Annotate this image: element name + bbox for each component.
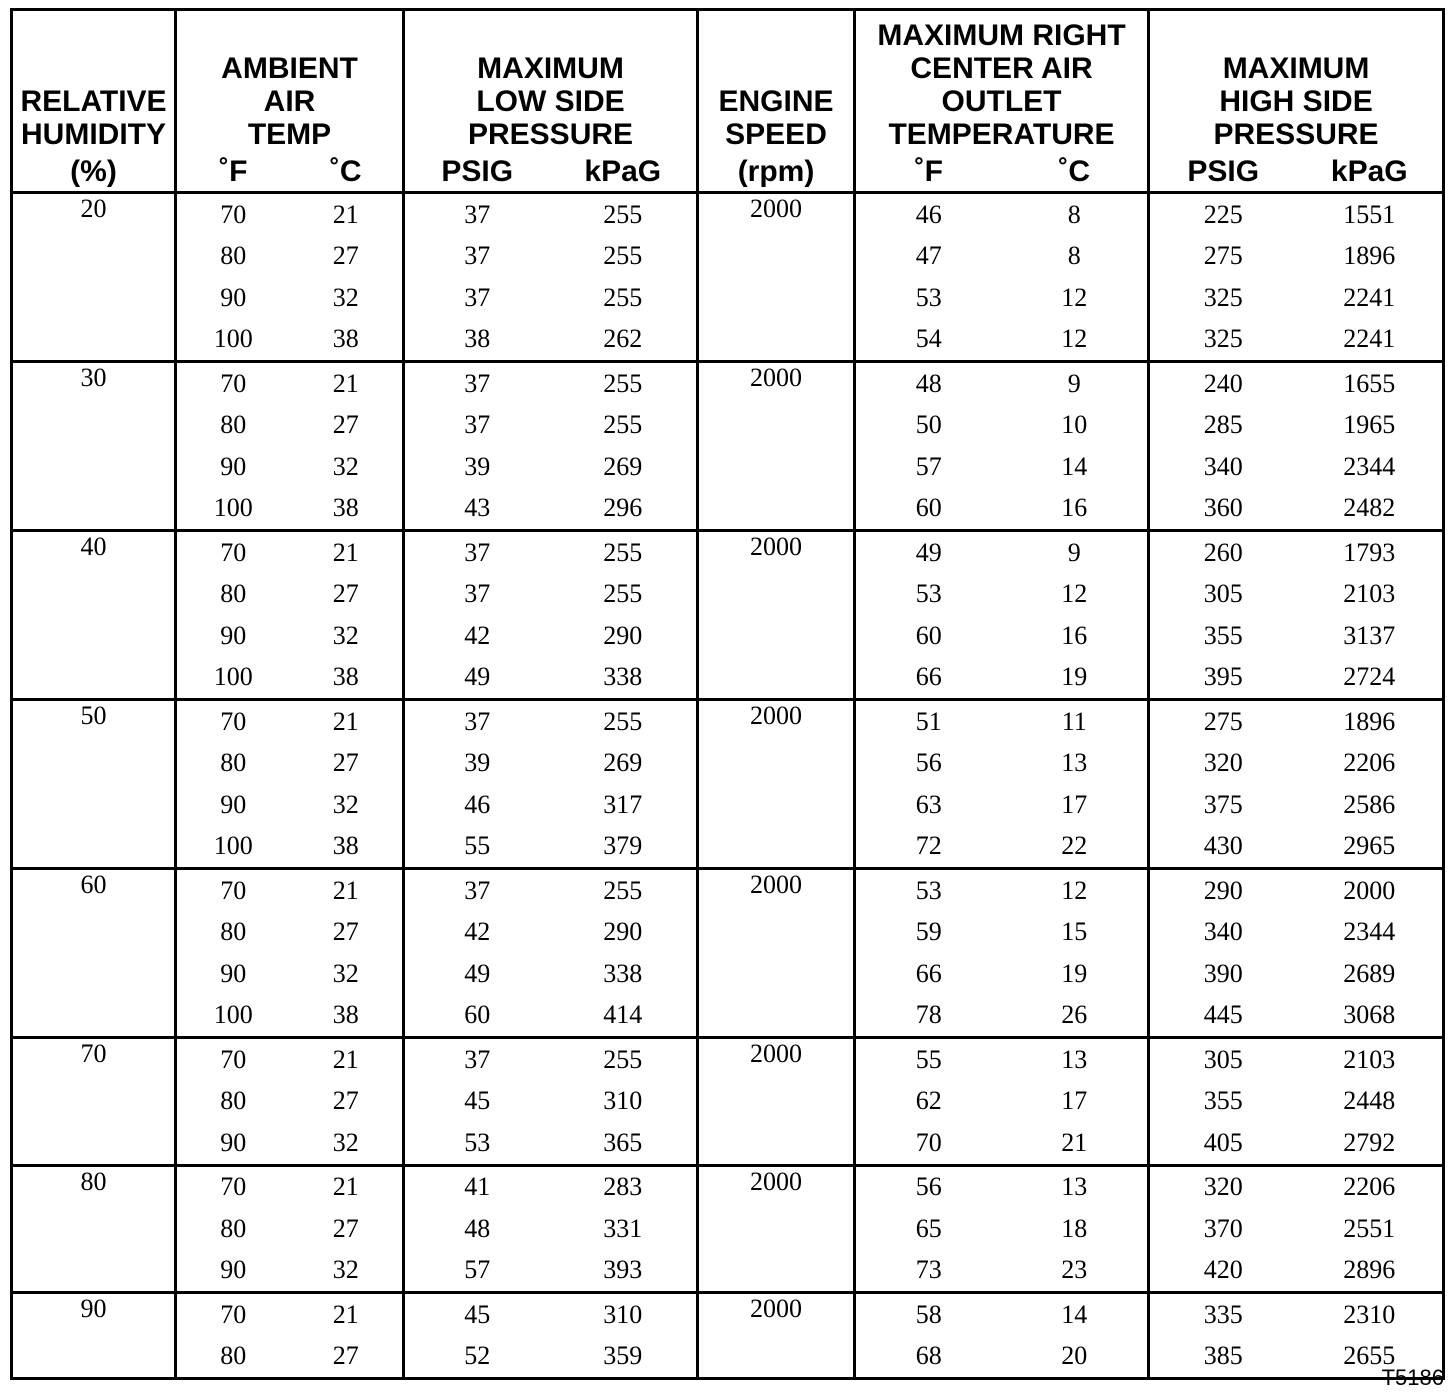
ambient-c-cell: 32 xyxy=(332,282,359,312)
low-kpag-cell: 290 xyxy=(603,620,643,650)
low-side-pressure-header: MAXIMUM LOW SIDE PRESSURE xyxy=(404,10,698,152)
high-kpag-cell: 2103 xyxy=(1343,579,1396,609)
outlet-c-cell: 12 xyxy=(1061,324,1088,354)
high-psig-cell: 420 xyxy=(1149,1250,1297,1293)
relative-humidity-cell: 70 xyxy=(80,1039,107,1068)
outlet-f-cell: 47 xyxy=(855,236,1002,278)
low-psig-cell: 52 xyxy=(404,1336,550,1379)
ambient-f-cell: 90 xyxy=(176,1122,290,1165)
low-kpag-cell: 255 xyxy=(603,706,643,736)
outlet-c-cell: 17 xyxy=(1061,1086,1088,1116)
ambient-c-cell: 38 xyxy=(332,493,359,523)
high-kpag-cell: 1551 xyxy=(1343,199,1396,229)
humidity-group xyxy=(12,362,1444,531)
humidity-group xyxy=(12,1293,1444,1379)
outlet-f-cell: 59 xyxy=(855,912,1002,954)
high-psig-cell: 320 xyxy=(1149,743,1297,785)
table-row xyxy=(12,193,1444,236)
ambient-c-cell: 32 xyxy=(332,789,359,819)
high-kpag-cell: 3137 xyxy=(1343,620,1396,650)
low-kpag-cell: 255 xyxy=(603,1044,643,1074)
ambient-f-cell: 80 xyxy=(176,912,290,954)
ambient-c-cell: 21 xyxy=(332,1299,359,1329)
low-kpag-cell: 379 xyxy=(603,831,643,861)
ambient-f-cell: 90 xyxy=(176,953,290,995)
low-kpag-cell: 317 xyxy=(603,789,643,819)
high-psig-cell: 355 xyxy=(1149,615,1297,657)
high-psig-cell: 390 xyxy=(1149,953,1297,995)
relative-humidity-cell: 80 xyxy=(80,1166,107,1196)
outlet-f-cell: 70 xyxy=(855,1122,1002,1165)
outlet-c-cell: 12 xyxy=(1061,579,1088,609)
high-psig-cell: 275 xyxy=(1149,700,1297,743)
low-psig-cell: 49 xyxy=(404,953,550,995)
outlet-f-cell: 55 xyxy=(855,1038,1002,1081)
ambient-f-cell: 70 xyxy=(176,700,290,743)
outlet-c-cell: 14 xyxy=(1061,1299,1088,1329)
unit-high-kpag: kPaG xyxy=(1330,154,1408,188)
high-kpag-cell: 2310 xyxy=(1343,1299,1396,1329)
outlet-c-cell: 15 xyxy=(1061,917,1088,947)
low-psig-cell: 45 xyxy=(404,1293,550,1336)
high-kpag-cell: 2241 xyxy=(1343,324,1396,354)
low-psig-cell: 39 xyxy=(404,446,550,488)
high-psig-cell: 320 xyxy=(1149,1165,1297,1208)
outlet-c-cell: 26 xyxy=(1061,1000,1088,1030)
ambient-c-cell: 27 xyxy=(332,241,359,271)
humidity-group xyxy=(12,700,1444,869)
engine-speed-cell: 2000 xyxy=(698,531,855,700)
ambient-c-cell: 21 xyxy=(332,706,359,736)
ambient-f-cell: 80 xyxy=(176,236,290,278)
high-psig-cell: 395 xyxy=(1149,657,1297,700)
ambient-c-cell: 38 xyxy=(332,662,359,692)
outlet-c-cell: 13 xyxy=(1061,748,1088,778)
outlet-temperature-header: MAXIMUM RIGHT CENTER AIR OUTLET TEMPERATURE xyxy=(855,10,1149,152)
low-psig-cell: 41 xyxy=(404,1165,550,1208)
low-kpag-cell: 359 xyxy=(603,1341,643,1371)
high-psig-cell: 385 xyxy=(1149,1336,1297,1379)
relative-humidity-header: RELATIVE HUMIDITY xyxy=(20,85,167,151)
high-kpag-cell: 2206 xyxy=(1343,748,1396,778)
ambient-f-cell: 100 xyxy=(176,657,290,700)
low-kpag-cell: 283 xyxy=(603,1172,643,1202)
low-psig-cell: 38 xyxy=(404,319,550,362)
figure-id: T5186 xyxy=(1381,1365,1444,1390)
low-kpag-cell: 414 xyxy=(603,1000,643,1030)
outlet-f-cell: 53 xyxy=(855,869,1002,912)
low-psig-cell: 57 xyxy=(404,1250,550,1293)
ambient-c-cell: 27 xyxy=(332,748,359,778)
low-psig-cell: 48 xyxy=(404,1208,550,1250)
ambient-f-cell: 70 xyxy=(176,1038,290,1081)
outlet-f-cell: 54 xyxy=(855,319,1002,362)
ambient-c-cell: 38 xyxy=(332,1000,359,1030)
humidity-group xyxy=(12,1038,1444,1166)
ambient-c-cell: 21 xyxy=(332,199,359,229)
high-kpag-cell: 2206 xyxy=(1343,1172,1396,1202)
outlet-f-cell: 63 xyxy=(855,784,1002,826)
outlet-c-cell: 23 xyxy=(1061,1255,1088,1285)
high-kpag-cell: 2792 xyxy=(1343,1127,1396,1157)
high-psig-cell: 340 xyxy=(1149,446,1297,488)
low-kpag-cell: 255 xyxy=(603,579,643,609)
high-kpag-cell: 1965 xyxy=(1343,410,1396,440)
low-kpag-cell: 255 xyxy=(603,368,643,398)
outlet-f-cell: 56 xyxy=(855,1165,1002,1208)
outlet-c-cell: 8 xyxy=(1067,199,1081,229)
unit-rpm: (rpm) xyxy=(698,151,855,193)
high-kpag-cell: 2344 xyxy=(1343,917,1396,947)
low-kpag-cell: 255 xyxy=(603,241,643,271)
relative-humidity-cell: 50 xyxy=(80,701,107,730)
high-kpag-cell: 2103 xyxy=(1343,1044,1396,1074)
outlet-f-cell: 53 xyxy=(855,574,1002,616)
engine-speed-cell: 2000 xyxy=(698,700,855,869)
unit-low-psig: PSIG xyxy=(404,151,550,193)
ambient-f-cell: 80 xyxy=(176,1208,290,1250)
high-psig-cell: 305 xyxy=(1149,574,1297,616)
ambient-f-cell: 80 xyxy=(176,574,290,616)
engine-speed-cell: 2000 xyxy=(698,1293,855,1379)
low-psig-cell: 60 xyxy=(404,995,550,1038)
ambient-c-cell: 21 xyxy=(332,875,359,905)
engine-speed-cell: 2000 xyxy=(698,869,855,1038)
high-kpag-cell: 1896 xyxy=(1343,241,1396,271)
ambient-f-cell: 90 xyxy=(176,784,290,826)
ambient-c-cell: 27 xyxy=(332,917,359,947)
outlet-c-cell: 13 xyxy=(1061,1044,1088,1074)
low-psig-cell: 43 xyxy=(404,488,550,531)
unit-percent: (%) xyxy=(70,154,117,188)
outlet-f-cell: 73 xyxy=(855,1250,1002,1293)
low-psig-cell: 37 xyxy=(404,574,550,616)
outlet-c-cell: 12 xyxy=(1061,875,1088,905)
engine-speed-header: ENGINE SPEED xyxy=(698,10,855,152)
high-kpag-cell: 2241 xyxy=(1343,282,1396,312)
table-row xyxy=(12,1038,1444,1081)
outlet-f-cell: 46 xyxy=(855,193,1002,236)
outlet-f-cell: 56 xyxy=(855,743,1002,785)
high-kpag-cell: 2655 xyxy=(1343,1341,1396,1371)
ambient-f-cell: 80 xyxy=(176,1336,290,1379)
outlet-c-cell: 19 xyxy=(1061,958,1088,988)
high-psig-cell: 445 xyxy=(1149,995,1297,1038)
high-psig-cell: 360 xyxy=(1149,488,1297,531)
high-kpag-cell: 2344 xyxy=(1343,451,1396,481)
ambient-f-cell: 70 xyxy=(176,362,290,405)
high-psig-cell: 325 xyxy=(1149,277,1297,319)
unit-outlet-f: ˚F xyxy=(855,151,1002,193)
ambient-air-temp-header: AMBIENT AIR TEMP xyxy=(176,10,404,152)
outlet-f-cell: 58 xyxy=(855,1293,1002,1336)
ambient-c-cell: 38 xyxy=(332,831,359,861)
low-psig-cell: 37 xyxy=(404,362,550,405)
ambient-f-cell: 100 xyxy=(176,319,290,362)
low-kpag-cell: 365 xyxy=(603,1127,643,1157)
table-row xyxy=(12,1165,1444,1208)
high-kpag-cell: 3068 xyxy=(1343,1000,1396,1030)
ambient-c-cell: 32 xyxy=(332,1255,359,1285)
low-kpag-cell: 269 xyxy=(603,451,643,481)
high-kpag-cell: 2482 xyxy=(1343,493,1396,523)
low-kpag-cell: 255 xyxy=(603,282,643,312)
ambient-c-cell: 21 xyxy=(332,1044,359,1074)
high-kpag-cell: 2724 xyxy=(1343,662,1396,692)
relative-humidity-cell: 60 xyxy=(80,870,107,899)
low-kpag-cell: 290 xyxy=(603,917,643,947)
high-kpag-cell: 2448 xyxy=(1343,1086,1396,1116)
outlet-c-cell: 12 xyxy=(1061,282,1088,312)
high-kpag-cell: 1655 xyxy=(1343,368,1396,398)
outlet-c-cell: 18 xyxy=(1061,1213,1088,1243)
low-psig-cell: 39 xyxy=(404,743,550,785)
low-psig-cell: 46 xyxy=(404,784,550,826)
table-row xyxy=(12,869,1444,912)
outlet-c-cell: 16 xyxy=(1061,493,1088,523)
unit-outlet-c: ˚C xyxy=(1058,154,1091,188)
unit-ambient-c: ˚C xyxy=(329,154,362,188)
low-psig-cell: 37 xyxy=(404,405,550,447)
unit-ambient-f: ˚F xyxy=(176,151,290,193)
low-kpag-cell: 338 xyxy=(603,662,643,692)
unit-high-psig: PSIG xyxy=(1149,151,1297,193)
low-psig-cell: 37 xyxy=(404,277,550,319)
low-kpag-cell: 338 xyxy=(603,958,643,988)
low-psig-cell: 53 xyxy=(404,1122,550,1165)
ambient-c-cell: 27 xyxy=(332,579,359,609)
engine-speed-cell: 2000 xyxy=(698,1038,855,1166)
low-psig-cell: 37 xyxy=(404,531,550,574)
ambient-f-cell: 90 xyxy=(176,615,290,657)
ambient-c-cell: 27 xyxy=(332,1213,359,1243)
table-row xyxy=(12,531,1444,574)
ambient-f-cell: 80 xyxy=(176,1081,290,1123)
ambient-f-cell: 70 xyxy=(176,531,290,574)
humidity-group xyxy=(12,193,1444,362)
table-row xyxy=(12,362,1444,405)
outlet-f-cell: 65 xyxy=(855,1208,1002,1250)
ambient-c-cell: 32 xyxy=(332,1127,359,1157)
outlet-f-cell: 78 xyxy=(855,995,1002,1038)
engine-speed-cell: 2000 xyxy=(698,193,855,362)
outlet-c-cell: 8 xyxy=(1067,241,1081,271)
outlet-c-cell: 13 xyxy=(1061,1172,1088,1202)
relative-humidity-cell: 20 xyxy=(80,194,107,223)
low-psig-cell: 37 xyxy=(404,193,550,236)
humidity-group xyxy=(12,1165,1444,1293)
high-psig-cell: 305 xyxy=(1149,1038,1297,1081)
low-kpag-cell: 269 xyxy=(603,748,643,778)
engine-speed-cell: 2000 xyxy=(698,362,855,531)
high-kpag-cell: 2896 xyxy=(1343,1255,1396,1285)
high-psig-cell: 335 xyxy=(1149,1293,1297,1336)
outlet-f-cell: 51 xyxy=(855,700,1002,743)
outlet-c-cell: 21 xyxy=(1061,1127,1088,1157)
low-psig-cell: 37 xyxy=(404,700,550,743)
low-psig-cell: 37 xyxy=(404,236,550,278)
high-psig-cell: 325 xyxy=(1149,319,1297,362)
high-psig-cell: 405 xyxy=(1149,1122,1297,1165)
ambient-f-cell: 90 xyxy=(176,446,290,488)
high-psig-cell: 240 xyxy=(1149,362,1297,405)
low-psig-cell: 42 xyxy=(404,912,550,954)
ambient-f-cell: 100 xyxy=(176,995,290,1038)
high-psig-cell: 340 xyxy=(1149,912,1297,954)
high-kpag-cell: 2965 xyxy=(1343,831,1396,861)
humidity-group xyxy=(12,531,1444,700)
outlet-c-cell: 16 xyxy=(1061,620,1088,650)
low-psig-cell: 42 xyxy=(404,615,550,657)
ambient-c-cell: 32 xyxy=(332,620,359,650)
low-psig-cell: 37 xyxy=(404,1038,550,1081)
high-kpag-cell: 2551 xyxy=(1343,1213,1396,1243)
low-psig-cell: 45 xyxy=(404,1081,550,1123)
outlet-c-cell: 17 xyxy=(1061,789,1088,819)
low-kpag-cell: 331 xyxy=(603,1213,643,1243)
ambient-c-cell: 27 xyxy=(332,410,359,440)
high-side-pressure-header: MAXIMUM HIGH SIDE PRESSURE xyxy=(1149,10,1444,152)
low-kpag-cell: 262 xyxy=(603,324,643,354)
low-kpag-cell: 255 xyxy=(603,875,643,905)
humidity-group xyxy=(12,869,1444,1038)
high-kpag-cell: 2000 xyxy=(1343,875,1396,905)
high-psig-cell: 370 xyxy=(1149,1208,1297,1250)
outlet-f-cell: 60 xyxy=(855,488,1002,531)
ambient-f-cell: 80 xyxy=(176,743,290,785)
low-psig-cell: 55 xyxy=(404,826,550,869)
low-psig-cell: 49 xyxy=(404,657,550,700)
outlet-f-cell: 49 xyxy=(855,531,1002,574)
outlet-c-cell: 10 xyxy=(1061,410,1088,440)
ambient-f-cell: 90 xyxy=(176,1250,290,1293)
outlet-f-cell: 68 xyxy=(855,1336,1002,1379)
relative-humidity-cell: 40 xyxy=(80,532,107,561)
low-kpag-cell: 255 xyxy=(603,199,643,229)
low-kpag-cell: 393 xyxy=(603,1255,643,1285)
ambient-f-cell: 90 xyxy=(176,277,290,319)
outlet-f-cell: 48 xyxy=(855,362,1002,405)
outlet-c-cell: 19 xyxy=(1061,662,1088,692)
outlet-f-cell: 57 xyxy=(855,446,1002,488)
outlet-f-cell: 50 xyxy=(855,405,1002,447)
ambient-f-cell: 70 xyxy=(176,1293,290,1336)
low-kpag-cell: 310 xyxy=(603,1086,643,1116)
high-psig-cell: 275 xyxy=(1149,236,1297,278)
ambient-c-cell: 21 xyxy=(332,368,359,398)
outlet-f-cell: 72 xyxy=(855,826,1002,869)
ambient-f-cell: 80 xyxy=(176,405,290,447)
high-psig-cell: 260 xyxy=(1149,531,1297,574)
ambient-f-cell: 70 xyxy=(176,1165,290,1208)
outlet-f-cell: 60 xyxy=(855,615,1002,657)
ambient-c-cell: 38 xyxy=(332,324,359,354)
low-kpag-cell: 296 xyxy=(603,493,643,523)
table-header xyxy=(12,10,1444,193)
outlet-c-cell: 9 xyxy=(1067,537,1081,567)
unit-low-kpag: kPaG xyxy=(584,154,662,188)
ambient-c-cell: 32 xyxy=(332,958,359,988)
ambient-c-cell: 27 xyxy=(332,1341,359,1371)
high-psig-cell: 355 xyxy=(1149,1081,1297,1123)
outlet-f-cell: 53 xyxy=(855,277,1002,319)
low-kpag-cell: 255 xyxy=(603,537,643,567)
relative-humidity-cell: 30 xyxy=(80,363,107,392)
table-row xyxy=(12,1293,1444,1336)
engine-speed-cell: 2000 xyxy=(698,1165,855,1293)
outlet-f-cell: 62 xyxy=(855,1081,1002,1123)
outlet-f-cell: 66 xyxy=(855,953,1002,995)
outlet-c-cell: 14 xyxy=(1061,451,1088,481)
ambient-c-cell: 32 xyxy=(332,451,359,481)
outlet-c-cell: 11 xyxy=(1061,706,1087,736)
outlet-c-cell: 22 xyxy=(1061,831,1088,861)
high-kpag-cell: 1793 xyxy=(1343,537,1396,567)
high-psig-cell: 375 xyxy=(1149,784,1297,826)
ambient-f-cell: 70 xyxy=(176,193,290,236)
table-row xyxy=(12,700,1444,743)
ambient-c-cell: 21 xyxy=(332,537,359,567)
ambient-f-cell: 100 xyxy=(176,826,290,869)
high-kpag-cell: 1896 xyxy=(1343,706,1396,736)
ambient-f-cell: 100 xyxy=(176,488,290,531)
high-kpag-cell: 2689 xyxy=(1343,958,1396,988)
ambient-c-cell: 27 xyxy=(332,1086,359,1116)
relative-humidity-cell: 90 xyxy=(80,1294,107,1323)
ambient-f-cell: 70 xyxy=(176,869,290,912)
ambient-c-cell: 21 xyxy=(332,1172,359,1202)
high-kpag-cell: 2586 xyxy=(1343,789,1396,819)
ac-performance-table xyxy=(10,8,1445,1380)
high-psig-cell: 290 xyxy=(1149,869,1297,912)
high-psig-cell: 430 xyxy=(1149,826,1297,869)
low-kpag-cell: 310 xyxy=(603,1299,643,1329)
outlet-c-cell: 9 xyxy=(1067,368,1081,398)
high-psig-cell: 225 xyxy=(1149,193,1297,236)
low-kpag-cell: 255 xyxy=(603,410,643,440)
high-psig-cell: 285 xyxy=(1149,405,1297,447)
outlet-c-cell: 20 xyxy=(1061,1341,1088,1371)
outlet-f-cell: 66 xyxy=(855,657,1002,700)
low-psig-cell: 37 xyxy=(404,869,550,912)
